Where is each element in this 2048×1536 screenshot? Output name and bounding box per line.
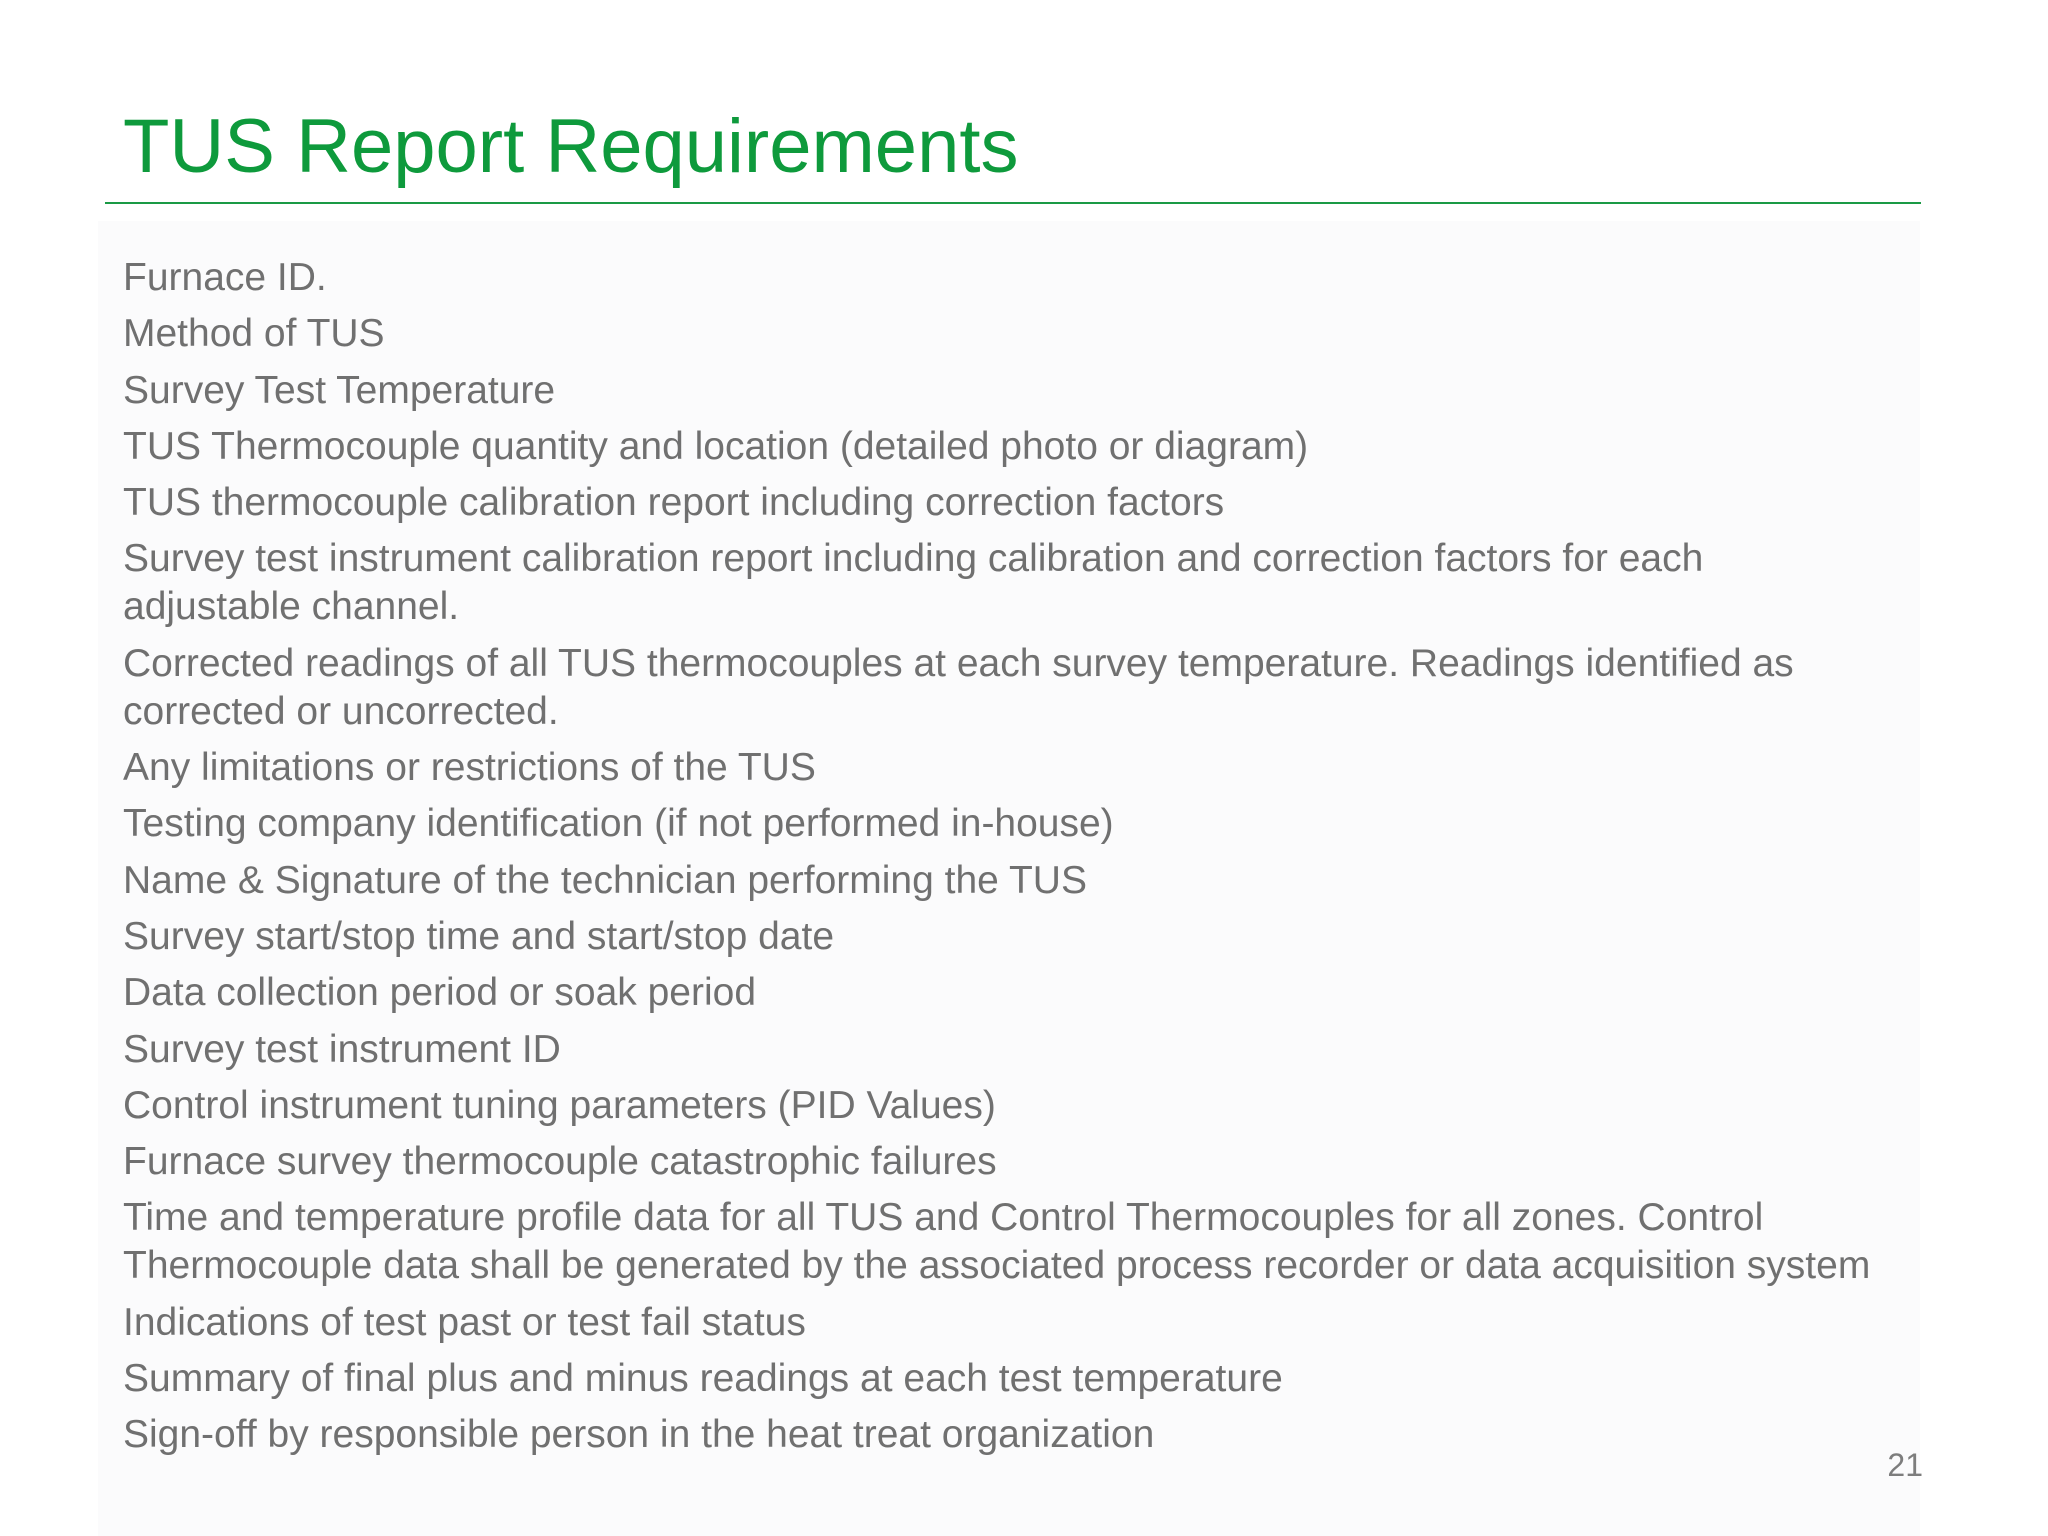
list-item: Data collection period or soak period: [123, 971, 757, 1015]
list-item: Time and temperature profile data for all TUS and Control Thermocouples for all zones. Control Thermocouple data shall be generated by the associated process recorder or data acquisition system: [123, 1196, 1871, 1288]
list-item: Furnace survey thermocouple catastrophic failures: [123, 1140, 997, 1184]
list-item: Survey start/stop time and start/stop date: [123, 914, 835, 958]
title-divider: [105, 202, 1921, 204]
slide-title: TUS Report Requirements: [123, 104, 1019, 189]
list-item: Survey test instrument ID: [123, 1027, 561, 1071]
list-item: Furnace ID.: [123, 256, 327, 299]
page-number: 21: [1887, 1447, 1923, 1483]
list-item: TUS Thermocouple quantity and location (detailed photo or diagram): [123, 424, 1309, 468]
list-item: Summary of final plus and minus readings at each test temperature: [123, 1357, 1283, 1401]
list-item: Survey test instrument calibration report including calibration and correction factors for each adjustable channel.: [123, 537, 1704, 629]
list-item: Testing company identification (if not performed in-house): [123, 802, 1114, 846]
list-item: Name & Signature of the technician performing the TUS: [123, 858, 1087, 902]
list-item: Corrected readings of all TUS thermocouples at each survey temperature. Readings identified as corrected or uncorrected.: [123, 641, 1794, 733]
requirements-list: [123, 254, 1883, 1468]
list-item: Method of TUS: [123, 312, 385, 356]
list-item: Indications of test past or test fail status: [123, 1300, 806, 1344]
list-item: Sign-off by responsible person in the heat treat organization: [123, 1413, 1155, 1457]
list-item: TUS thermocouple calibration report including correction factors: [123, 481, 1225, 525]
list-item: Control instrument tuning parameters (PID Values): [123, 1083, 996, 1127]
list-item: Any limitations or restrictions of the TUS: [123, 746, 816, 790]
list-item: Survey Test Temperature: [123, 368, 556, 412]
